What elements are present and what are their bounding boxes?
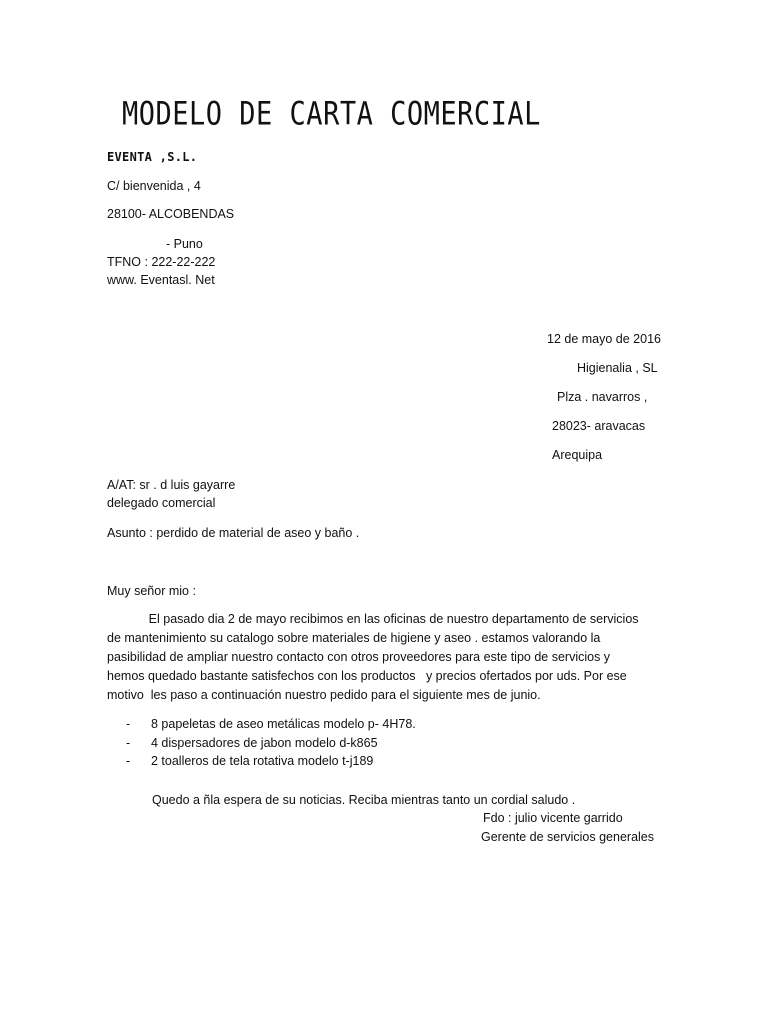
list-dash: - bbox=[126, 735, 131, 750]
list-dash: - bbox=[126, 717, 131, 731]
letter-date: 12 de mayo de 2016 bbox=[547, 332, 661, 346]
body-line: hemos quedado bastante satisfechos con los productos y precios ofertados por uds. Por ese bbox=[107, 669, 627, 683]
body-line: motivo les paso a continuación nuestro pedido para el siguiente mes de junio. bbox=[107, 688, 541, 702]
sender-web: www. Eventasl. Net bbox=[107, 273, 215, 287]
sender-company: EVENTA ,S.L. bbox=[107, 150, 198, 164]
recipient-postal-city: 28023- aravacas bbox=[552, 419, 646, 433]
attention-line: A/AT: sr . d luis gayarre bbox=[107, 478, 236, 492]
list-item-text: 2 toalleros de tela rotativa modelo t-j189 bbox=[151, 754, 374, 768]
sender-street: C/ bienvenida , 4 bbox=[107, 179, 201, 193]
body-line: El pasado dia 2 de mayo recibimos en las oficinas de nuestro departamento de servicios bbox=[107, 612, 639, 626]
list-dash: - bbox=[126, 754, 131, 768]
body-line: pasibilidad de ampliar nuestro contacto con otros proveedores para este tipo de servicios y bbox=[107, 650, 611, 664]
signature-name: Fdo : julio vicente garrido bbox=[483, 811, 623, 825]
list-item-text: 8 papeletas de aseo metálicas modelo p- 4H78. bbox=[151, 717, 416, 731]
closing-line: Quedo a ñla espera de su noticias. Reciba mientras tanto un cordial saludo . bbox=[152, 793, 576, 807]
recipient-city: Arequipa bbox=[552, 448, 603, 462]
order-list bbox=[126, 715, 416, 771]
recipient-company: Higienalia , SL bbox=[577, 361, 658, 375]
sender-postal-city: 28100- ALCOBENDAS bbox=[107, 207, 235, 221]
signature-position: Gerente de servicios generales bbox=[481, 830, 655, 844]
subject-line: Asunto : perdido de material de aseo y baño . bbox=[107, 526, 360, 540]
letter-title: MODELO DE CARTA COMERCIAL bbox=[122, 96, 541, 133]
body-line: de mantenimiento su catalogo sobre materiales de higiene y aseo . estamos valorando la bbox=[107, 631, 601, 645]
recipient-street: Plza . navarros , bbox=[557, 390, 648, 404]
sender-phone: TFNO : 222-22-222 bbox=[107, 255, 216, 269]
list-item bbox=[126, 734, 416, 753]
list-item bbox=[126, 715, 416, 734]
attention-role: delegado comercial bbox=[107, 496, 216, 510]
list-item-text: 4 dispersadores de jabon modelo d-k865 bbox=[151, 735, 378, 750]
salutation: Muy señor mio : bbox=[107, 584, 196, 598]
sender-city: - Puno bbox=[166, 237, 203, 251]
list-item bbox=[126, 752, 416, 771]
body-paragraph bbox=[107, 610, 667, 705]
